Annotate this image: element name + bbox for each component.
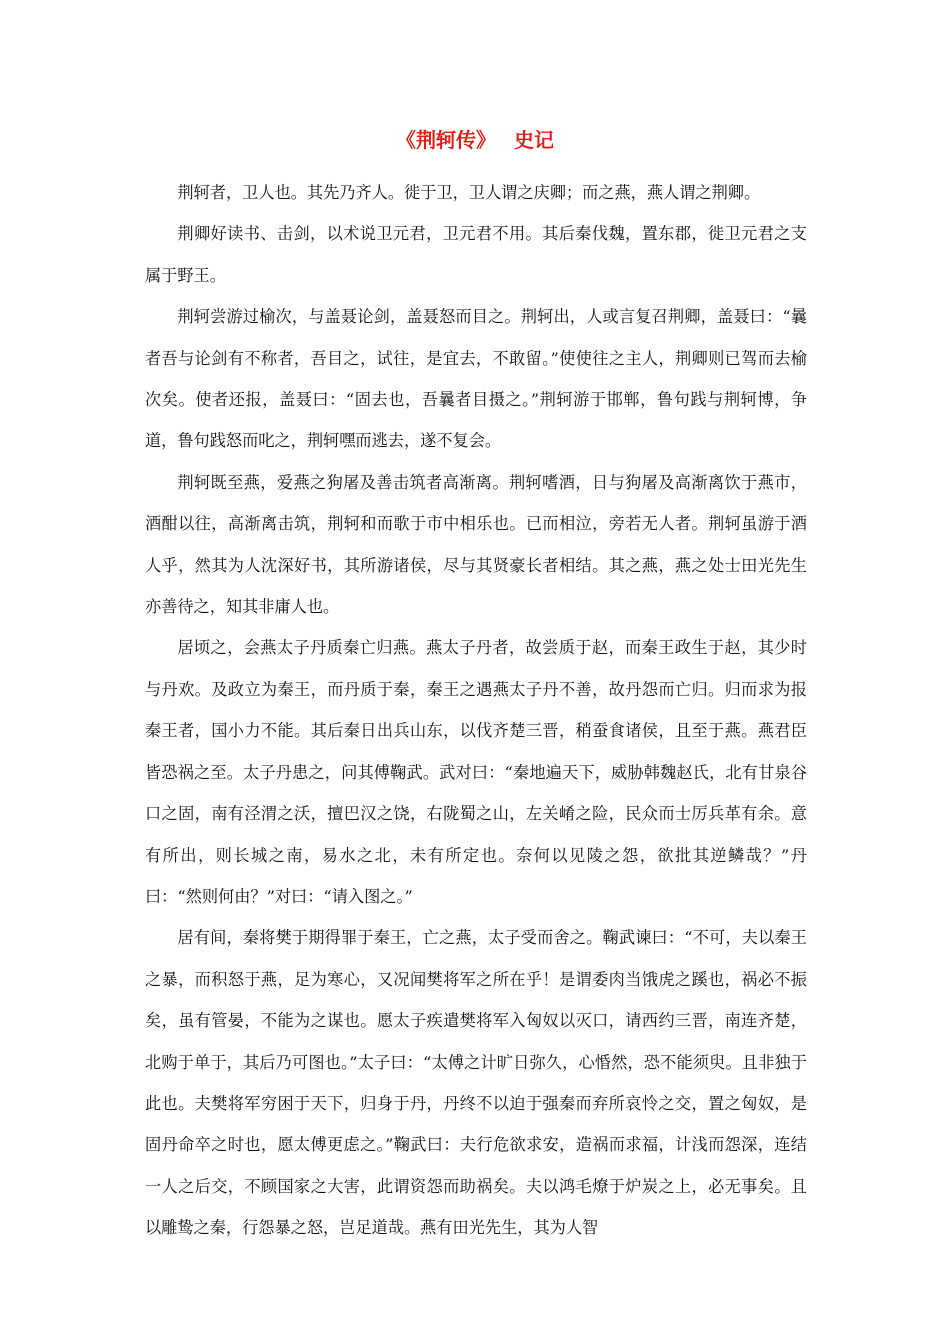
paragraph: 荆轲者，卫人也。其先乃齐人。徙于卫，卫人谓之庆卿；而之燕，燕人谓之荆卿。 xyxy=(177,183,761,202)
title-book-name: 《荆轲传》 xyxy=(396,128,496,152)
paragraph: 荆卿好读书、击剑，以术说卫元君，卫元君不用。其后秦伐魏，置东郡，徙卫元君之支属于野王。 xyxy=(145,224,807,285)
paragraph: 居顷之，会燕太子丹质秦亡归燕。燕太子丹者，故尝质于赵，而秦王政生于赵，其少时与丹欢。及政立为秦王，而丹质于秦，秦王之遇燕太子丹不善，故丹怨而亡归。归而求为报秦王者，国小力不能。其后秦日出兵山东，以伐齐楚三晋，稍蚕食诸侯，且至于燕。燕君臣皆恐祸之至。太子丹患之，问其傅鞠武。武对曰：“秦地遍天下，威胁韩魏赵氏，北有甘泉谷口之固，南有泾渭之沃，擅巴汉之饶，右陇蜀之山，左关崤之险，民众而士厉兵革有余。意有所出，则长城之南，易水之北，未有所定也。奈何以见陵之怨，欲批其逆鳞哉？”丹曰：“然则何由？”对曰：“请入图之。” xyxy=(145,638,807,906)
document-title xyxy=(0,124,950,153)
paragraph: 居有间，秦将樊于期得罪于秦王，亡之燕，太子受而舍之。鞠武谏曰：“不可，夫以秦王之暴，而积怒于燕，足为寒心，又况闻樊将军之所在乎！是谓委肉当饿虎之蹊也，祸必不振矣，虽有管晏，不能为之谋也。愿太子疾遣樊将军入匈奴以灭口，请西约三晋，南连齐楚，北购于单于，其后乃可图也。”太子曰：“太傅之计旷日弥久，心惛然，恐不能须臾。且非独于此也。夫樊将军穷困于天下，归身于丹，丹终不以迫于强秦而弃所哀怜之交，置之匈奴，是固丹命卒之时也，愿太傅更虑之。”鞠武曰：夫行危欲求安，造祸而求福，计浅而怨深，连结一人之后交，不顾国家之大害，此谓资怨而助祸矣。夫以鸿毛燎于炉炭之上，必无事矣。且以雕鸷之秦，行怨暴之怒，岂足道哉。燕有田光先生，其为人智 xyxy=(145,928,807,1238)
paragraph: 荆轲既至燕，爱燕之狗屠及善击筑者高渐离。荆轲嗜酒，日与狗屠及高渐离饮于燕市，酒酣以往，高渐离击筑，荆轲和而歌于市中相乐也。已而相泣，旁若无人者。荆轲虽游于酒人乎，然其为人沈深好书，其所游诸侯，尽与其贤豪长者相结。其之燕，燕之处士田光先生亦善待之，知其非庸人也。 xyxy=(145,472,807,617)
title-source: 史记 xyxy=(514,128,554,152)
document-body xyxy=(145,172,807,1249)
paragraph: 荆轲尝游过榆次，与盖聂论剑，盖聂怒而目之。荆轲出，人或言复召荆卿，盖聂曰：“曩者吾与论剑有不称者，吾目之，试往，是宜去，不敢留。”使使往之主人，荆卿则已驾而去榆次矣。使者还报，盖聂曰：“固去也，吾曩者目摄之。”荆轲游于邯郸，鲁句践与荆轲博，争道，鲁句践怒而叱之，荆轲嘿而逃去，遂不复会。 xyxy=(145,307,807,451)
